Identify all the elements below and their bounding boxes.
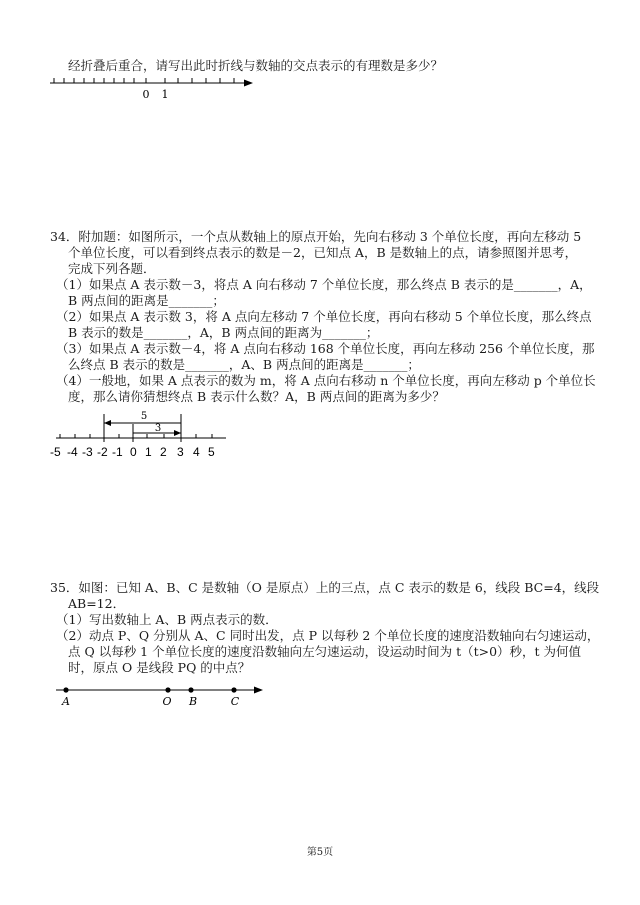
q34-axis-label: -4 [67, 445, 78, 459]
q35-line-1: AB=12． [68, 596, 126, 611]
point-a-dot [63, 687, 68, 692]
point-b-dot [188, 687, 193, 692]
q34-line-9: （4）一般地，如果 A 点表示的数为 m，将 A 点向右移动 n 个单位长度，再向左移动 p 个单位长 [56, 373, 596, 388]
q34-axis-label: -3 [82, 445, 93, 459]
q34-line-1: 个单位长度，可以看到终点表示的数是－2，已知点 A，B 是数轴上的点，请参照图并思考， [68, 245, 578, 260]
q35-line-5: 时，原点 O 是线段 PQ 的中点？ [68, 660, 251, 675]
q34-line-5: （2）如果点 A 表示数 3，将 A 点向左移动 7 个单位长度，再向右移动 5 个单位长度，那么终点 [56, 309, 592, 324]
q34-axis-label: 4 [193, 445, 200, 459]
q35-line-2: （1）写出数轴上 A、B 两点表示的数． [56, 612, 278, 627]
point-c-dot [231, 687, 236, 692]
q34-axis-label: 1 [145, 445, 152, 459]
point-o-dot [165, 687, 170, 692]
q35-line-0: 35．如图：已知 A、B、C 是数轴（O 是原点）上的三点，点 C 表示的数是 6，线段 BC=4，线段 [50, 580, 600, 595]
q34-line-6: B 表示的数是_______，A，B 两点间的距离为_______； [68, 325, 379, 340]
point-b-label: B [188, 695, 198, 708]
q34-line-8: 么终点 B 表示的数是_______，A、B 两点间的距离是_______； [68, 357, 420, 372]
q34-arrow-short-label: 3 [154, 423, 162, 434]
q34-line-3: （1）如果点 A 表示数－3，将点 A 向右移动 7 个单位长度，那么终点 B 表示的是_______，A， [56, 277, 592, 292]
q33-axis-label-1: 1 [161, 88, 169, 101]
q34-line-4: B 两点间的距离是_______； [68, 293, 225, 308]
q34-axis-label: 5 [208, 445, 215, 459]
q34-axis-label: 3 [177, 445, 184, 459]
point-a-label: A [62, 695, 70, 708]
q34-axis-label: 0 [130, 445, 137, 459]
q34-line-10: 度，那么请你猜想终点 B 表示什么数？A，B 两点间的距离为多少？ [68, 389, 445, 404]
q34-axis-label: -5 [50, 445, 61, 459]
q34-line-0: 34．附加题：如图所示，一个点从数轴上的原点开始，先向右移动 3 个单位长度，再向左移动 5 [50, 229, 582, 244]
point-o-label: O [162, 695, 172, 708]
point-c-label: C [230, 695, 240, 708]
q34-axis-label: 2 [160, 445, 167, 459]
q34-axis-label: -2 [97, 445, 108, 459]
q33-axis-label-0: 0 [142, 88, 150, 101]
q33-text: 经折叠后重合，请写出此时折线与数轴的交点表示的有理数是多少？ [68, 58, 444, 73]
q34-arrow-long-label: 5 [140, 411, 148, 422]
q35-line-4: 点 Q 以每秒 1 个单位长度的速度沿数轴向左匀速运动，设运动时间为 t（t>0）秒，t 为何值 [68, 644, 582, 659]
q35-line-3: （2）动点 P、Q 分别从 A、C 同时出发，点 P 以每秒 2 个单位长度的速度沿数轴向右匀速运动， [56, 628, 600, 643]
q34-line-2: 完成下列各题． [68, 261, 156, 276]
q34-axis-label: -1 [112, 445, 123, 459]
q34-line-7: （3）如果点 A 表示数－4，将 A 点向右移动 168 个单位长度，再向左移动 256 个单位长度，那 [56, 341, 595, 356]
page-footer: 第5页 [306, 847, 334, 858]
